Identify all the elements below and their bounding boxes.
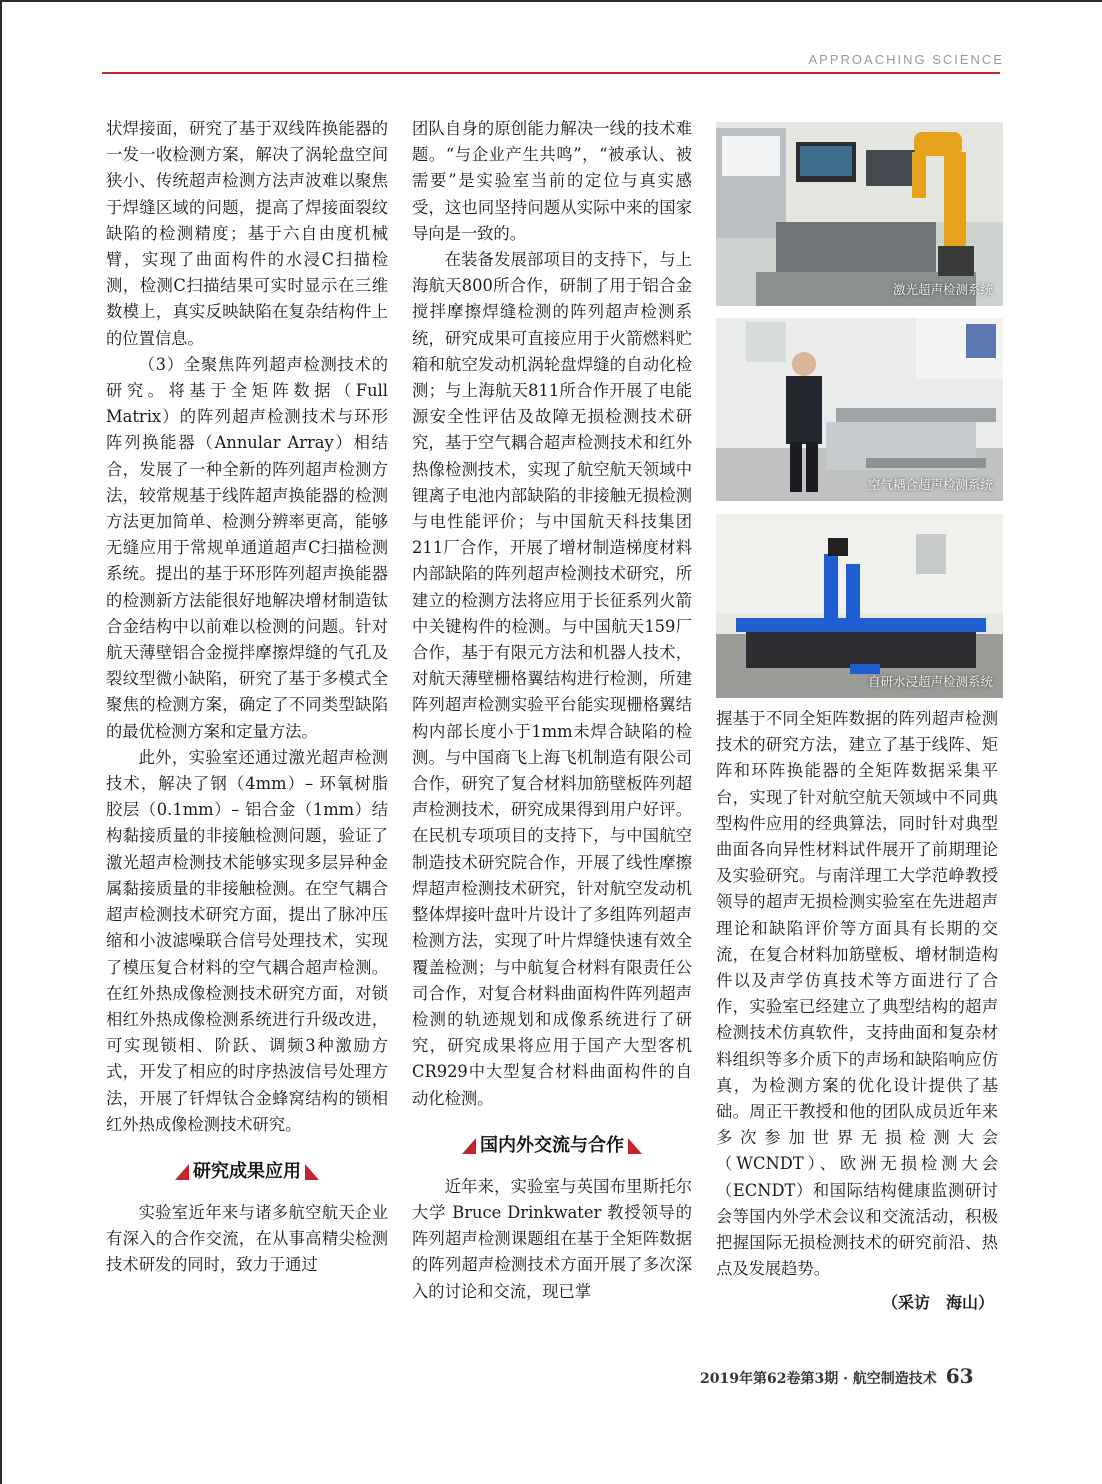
- section-heading: [412, 1126, 692, 1166]
- photo-laser-ultrasonic-system: [716, 122, 1003, 306]
- heading-marker-icon: [628, 1138, 642, 1154]
- interview-credit: （采访 海山）: [881, 1293, 994, 1313]
- paragraph: 实验室近年来与诸多航空航天企业有深入的合作交流，在从事高精尖检测技术研发的同时，致力于通过: [106, 1202, 388, 1275]
- paragraph: 握基于不同全矩阵数据的阵列超声检测技术的研究方法，建立了基于线阵、矩阵和环阵换能器的全矩阵数据采集平台，实现了针对航空航天领域中不同典型构件应用的经典算法，同时针对典型曲面各向异性材料试件展开了前期理论及实验研究。与南洋理工大学范峥教授领导的超声无损检测实验室在先进超声理论和缺陷评价等方面具有长期的交流，在复合材料加筋壁板、增材制造构件以及声学仿真技术等方面进行了合作，实验室已经建立了典型结构的超声检测技术仿真软件，支持曲面和复杂材料组织等多介质下的声场和缺陷响应仿真，为检测方案的优化设计提供了基础。周正干教授和他的团队成员近年来多次参加世界无损检测大会（WCNDT）、欧洲无损检测大会（ECNDT）和国际结构健康监测研讨会等国内外学术会议和交流活动，积极把握国际无损检测技术的研究前沿、热点及发展趋势。: [716, 709, 998, 1279]
- page-footer: [700, 1364, 974, 1388]
- page-number: 63: [945, 1364, 974, 1388]
- journal-issue: 2019年第62卷第3期 · 航空制造技术: [700, 1371, 937, 1387]
- page-border-top: [0, 0, 1102, 2]
- photo-water-immersion-system: [716, 514, 1003, 698]
- photo-caption: 空气耦合超声检测系统: [867, 477, 993, 492]
- photo-air-coupled-system: [716, 318, 1003, 501]
- section-heading-text: 国内外交流与合作: [480, 1134, 624, 1156]
- section-heading: [106, 1152, 388, 1192]
- photo-caption: 激光超声检测系统: [892, 282, 993, 297]
- text-column-2: [412, 116, 692, 1305]
- paragraph: 状焊接面，研究了基于双线阵换能器的一发一收检测方案，解决了涡轮盘空间狭小、传统超声检测方法声波难以聚焦于焊缝区域的问题，提高了焊接面裂纹缺陷的检测精度；基于六自由度机械臂，实现了曲面构件的水浸C扫描检测，检测C扫描结果可实时显示在三维数模上，真实反映缺陷在复杂结构件上的位置信息。: [106, 119, 388, 348]
- text-column-1: [106, 116, 388, 1279]
- photo-caption: 自研水浸超声检测系统: [867, 674, 993, 689]
- running-header: APPROACHING SCIENCE: [808, 52, 1004, 67]
- paragraph: 在装备发展部项目的支持下，与上海航天800所合作，研制了用于铝合金搅拌摩擦焊缝检测的阵列超声检测系统，研究成果可直接应用于火箭燃料贮箱和航空发动机涡轮盘焊缝的自动化检测；与上海航天811所合作开展了电能源安全性评估及故障无损检测技术研究，基于空气耦合超声检测技术和红外热像检测技术，实现了航空航天领域中锂离子电池内部缺陷的非接触无损检测与电性能评价；与中国航天科技集团211厂合作，开展了增材制造梯度材料内部缺陷的阵列超声检测技术研究，所建立的检测方法将应用于长征系列火箭中关键构件的检测。与中国航天159厂合作，基于有限元方法和机器人技术，对航天薄壁栅格翼结构进行检测，所建阵列超声检测实验平台能实现栅格翼结构内部长度小于1mm未焊合缺陷的检测。与中国商飞上海飞机制造有限公司合作，研究了复合材料加筋壁板阵列超声检测技术，研究成果得到用户好评。在民机专项项目的支持下，与中国航空制造技术研究院合作，开展了线性摩擦焊超声检测技术研究，针对航空发动机整体焊接叶盘叶片设计了多组阵列超声检测方法，实现了叶片焊缝快速有效全覆盖检测；与中航复合材料有限责任公司合作，对复合材料曲面构件阵列超声检测的轨迹规划和成像系统进行了研究，研究成果将应用于国产大型客机CR929中大型复合材料曲面构件的自动化检测。: [412, 250, 692, 1108]
- section-heading-text: 研究成果应用: [193, 1160, 301, 1182]
- text-column-3: [716, 706, 998, 1317]
- paragraph: 此外，实验室还通过激光超声检测技术，解决了钢（4mm）– 环氧树脂胶层（0.1mm）– 铝合金（1mm）结构黏接质量的非接触检测问题，验证了激光超声检测技术能够实现多层异种金属黏接质量的非接触检测。在空气耦合超声检测技术研究方面，提出了脉冲压缩和小波滤噪联合信号处理技术，实现了模压复合材料的空气耦合超声检测。在红外热成像检测技术研究方面，对锁相红外热成像检测系统进行升级改进，可实现锁相、阶跃、调频3种激励方式，开发了相应的时序热波信号处理方法，开展了钎焊钛合金蜂窝结构的锁相红外热成像检测技术研究。: [106, 747, 388, 1134]
- paragraph: （3）全聚焦阵列超声检测技术的研究。将基于全矩阵数据（Full Matrix）的阵列超声检测技术与环形阵列换能器（Annular Array）相结合，发展了一种全新的阵列超声检测方法，较常规基于线阵超声换能器的检测方法更加简单、检测分辨率更高，能够无缝应用于常规单通道超声C扫描检测系统。提出的基于环形阵列超声换能器的检测新方法能很好地解决增材制造钛合金结构中以前难以检测的问题。针对航天薄壁铝合金搅拌摩擦焊缝的气孔及裂纹型微小缺陷，研究了基于多模式全聚焦的检测方案，确定了不同类型缺陷的最优检测方案和定量方法。: [106, 354, 388, 741]
- heading-marker-icon: [462, 1138, 476, 1154]
- heading-marker-icon: [175, 1164, 189, 1180]
- page-border-left: [0, 0, 2, 1484]
- paragraph: 近年来，实验室与英国布里斯托尔大学 Bruce Drinkwater 教授领导的阵列超声检测课题组在基于全矩阵数据的阵列超声检测技术方面开展了多次深入的讨论和交流，现已掌: [412, 1176, 692, 1301]
- paragraph: 团队自身的原创能力解决一线的技术难题。“与企业产生共鸣”，“被承认、被需要”是实验室当前的定位与真实感受，这也同坚持问题从实际中来的国家导向是一致的。: [412, 119, 692, 243]
- header-rule: [102, 72, 1000, 74]
- heading-marker-icon: [305, 1164, 319, 1180]
